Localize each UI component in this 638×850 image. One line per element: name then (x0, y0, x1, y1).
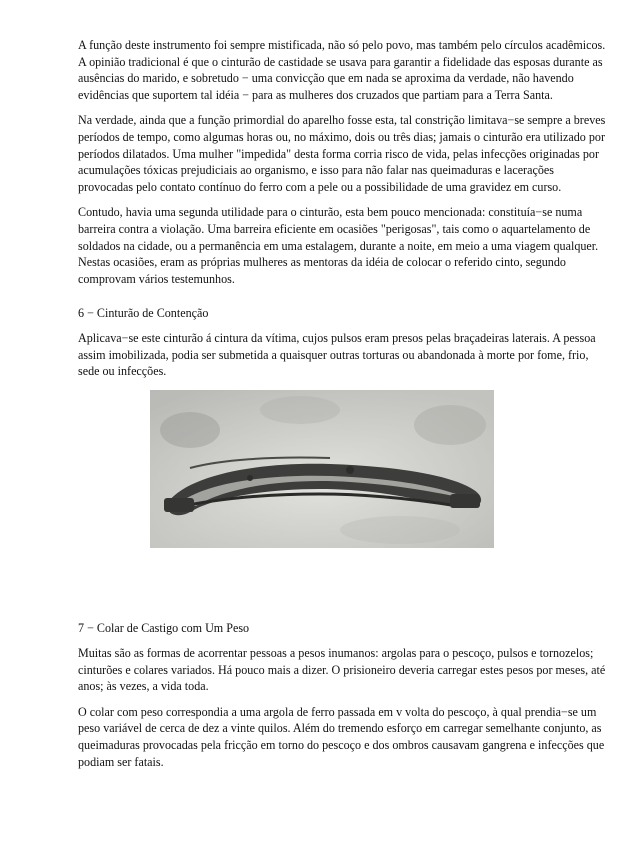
restraint-belt-photo (150, 390, 494, 548)
section-6-body (78, 330, 608, 380)
intro-paragraph-1: A função deste instrumento foi sempre mistificada, não só pelo povo, mas também pelo círculos acadêmicos. A opinião tradicional é que o cinturão de castidade se usava para garantir a fidelidade das esposas durante as ausências do marido, e sobretudo − uma convicção que em nada se aproxima da verdade, não havendo evidências que suportem tal idéia − para as mulheres dos cruzados que partiam para a Terra Santa. (78, 38, 606, 103)
belt-image (150, 390, 494, 548)
section-6-heading: 6 − Cinturão de Contenção (78, 306, 209, 320)
section-7-heading: 7 − Colar de Castigo com Um Peso (78, 621, 250, 635)
section-7-paragraph-1: Muitas são as formas de acorrentar pessoas a pesos inumanos: argolas para o pescoço, pulsos e tornozelos; cinturões e colares variados. Há pouco mais a dizer. O prisioneiro deveria carregar estes pesos por meses, até anos; às vezes, a vida toda. (78, 646, 606, 694)
intro-section (78, 37, 608, 288)
section-7-body (78, 645, 608, 770)
intro-paragraph-3: Contudo, havia uma segunda utilidade para o cinturão, esta bem pouco mencionada: constituía−se numa barreira contra a violação. Uma barreira eficiente em ocasiões "perigosas", tais como o aquartelamento de soldados na cidade, ou a permanência em uma estalagem, durante a noite, em meio a uma viagem qualquer. Nestas ocasiões, eram as próprias mulheres as mentoras da idéia de colocar o referido cinto, segundo comprovam vários testemunhos. (78, 205, 599, 287)
intro-paragraph-2: Na verdade, ainda que a função primordial do aparelho fosse esta, tal constrição limitava−se sempre a breves períodos de tempo, como algumas horas ou, no máximo, dois ou três dias; jamais o cinturão era utilizado por períodos dilatados. Uma mulher "impedida" desta forma corria risco de vida, pelas infecções originadas por acumulações tóxicas prejudiciais ao organismo, e isso para não falar nas queimaduras e lacerações provocadas pelo contato contínuo do ferro com a pele ou a possibilidade de uma gravidez em curso. (78, 113, 606, 195)
section-7-paragraph-2: O colar com peso correspondia a uma argola de ferro passada em v volta do pescoço, à qual prendia−se um peso variável de cerca de dez a vinte quilos. Além do tremendo esforço em carregar semelhante conjunto, as queimaduras provocadas pela fricção em torno do pescoço e dos ombros causavam gangrena e infecções que podiam ser fatais. (78, 704, 605, 769)
section-6-paragraph-1: Aplicava−se este cinturão á cintura da vítima, cujos pulsos eram presos pelas braçadeiras laterais. A pessoa assim imobilizada, podia ser submetida a quaisquer outras torturas ou abandonada à morte por fome, frio, sede ou infecções. (78, 331, 596, 379)
